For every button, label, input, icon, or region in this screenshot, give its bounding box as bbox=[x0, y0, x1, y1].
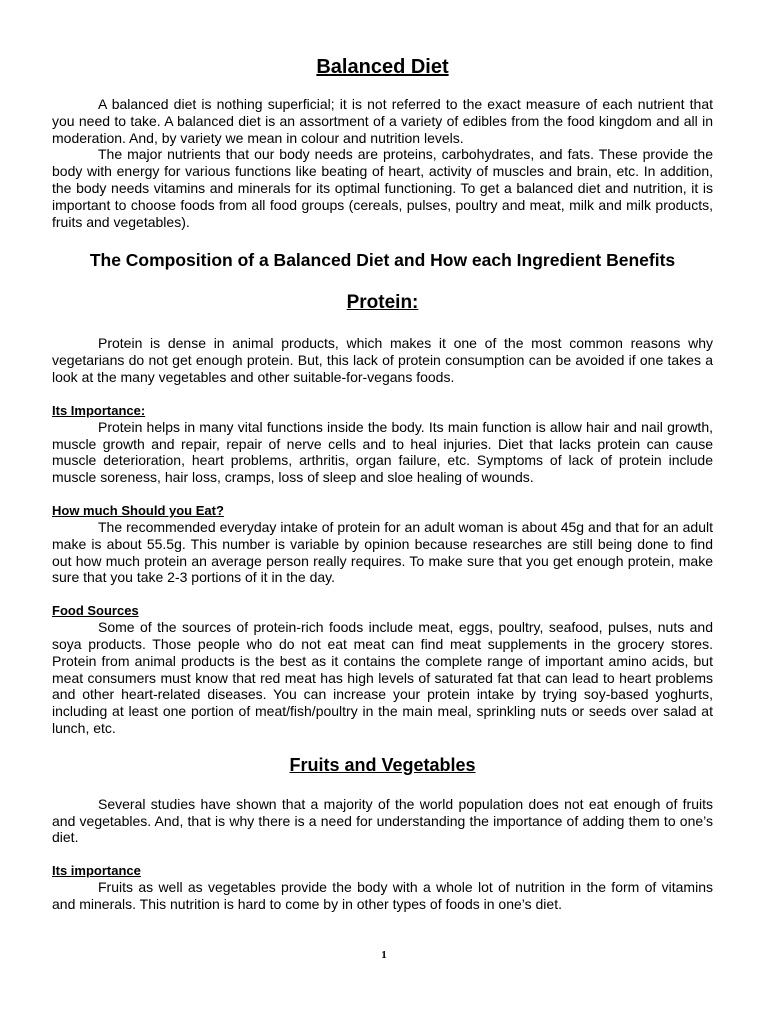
protein-howmuch-heading: How much Should you Eat? bbox=[52, 502, 224, 518]
document-page bbox=[52, 52, 713, 913]
fruits-importance-text: Fruits as well as vegetables provide the body with a whole lot of nutrition in the form of vitamins and minerals. This nutrition is hard to come by in other types of foods in one’s diet. bbox=[52, 879, 713, 912]
protein-heading: Protein: bbox=[346, 292, 419, 314]
page-number: 1 bbox=[381, 949, 387, 961]
protein-importance-text: Protein helps in many vital functions inside the body. Its main function is allow hair and nail growth, muscle growth and repair, repair of nerve cells and to heal injuries. Diet that lacks protein can cause muscle deterioration, heart problems, arthritis, organ failure, etc. Symptoms of lack of protein include muscle soreness, hair loss, cramps, loss of sleep and sloe healing of wounds. bbox=[52, 418, 713, 486]
composition-heading: The Composition of a Balanced Diet and How each Ingredient Benefits bbox=[89, 250, 676, 271]
fruits-importance-heading: Its importance bbox=[52, 863, 141, 879]
fruits-intro: Several studies have shown that a majority of the world population does not eat enough of fruits and vegetables. And, that is why there is a need for understanding the importance of adding them to one’s diet. bbox=[52, 795, 713, 846]
intro-paragraph-2: The major nutrients that our body needs are proteins, carbohydrates, and fats. These provide the body with energy for various functions like beating of heart, activity of muscles and brain, etc. In addition, the body needs vitamins and minerals for its optimal functioning. To get a balanced diet and nutrition, it is important to choose foods from all food groups (cereals, pulses, poultry and meat, milk and milk products, fruits and vegetables). bbox=[52, 146, 713, 230]
protein-howmuch-text: The recommended everyday intake of protein for an adult woman is about 45g and that for an adult make is about 55.5g. This number is variable by opinion because researches are still being done to find out how much protein an average person really requires. To make sure that you get enough protein, make sure that you take 2-3 portions of it in the day. bbox=[52, 518, 713, 586]
document-title: Balanced Diet bbox=[316, 56, 449, 78]
intro-paragraph-1: A balanced diet is nothing superficial; it is not referred to the exact measure of each nutrient that you need to take. A balanced diet is an assortment of a variety of edibles from the food kingdom and all in moderation. And, by variety we mean in colour and nutrition levels. bbox=[52, 96, 713, 146]
protein-importance-heading: Its Importance: bbox=[52, 402, 146, 418]
protein-intro: Protein is dense in animal products, which makes it one of the most common reasons why vegetarians do not get enough protein. But, this lack of protein consumption can be avoided if one takes a look at the many vegetables and other suitable-for-vegans foods. bbox=[52, 335, 713, 385]
protein-sources-text: Some of the sources of protein-rich foods include meat, eggs, poultry, seafood, pulses, nuts and soya products. Those people who do not eat meat can find meat supplements in the grocery stores. Protein from animal products is the best as it contains the complete range of important amino acids, but meat consumers must know that red meat has high levels of saturated fat that can lead to heart problems and other heart-related diseases. You can increase your protein intake by trying soy-based yoghurts, including at least one portion of meat/fish/poultry in the main meal, sprinkling nuts or seeds over salad at lunch, etc. bbox=[52, 619, 713, 736]
fruits-vegetables-heading: Fruits and Vegetables bbox=[289, 754, 476, 775]
protein-sources-heading: Food Sources bbox=[52, 603, 139, 619]
